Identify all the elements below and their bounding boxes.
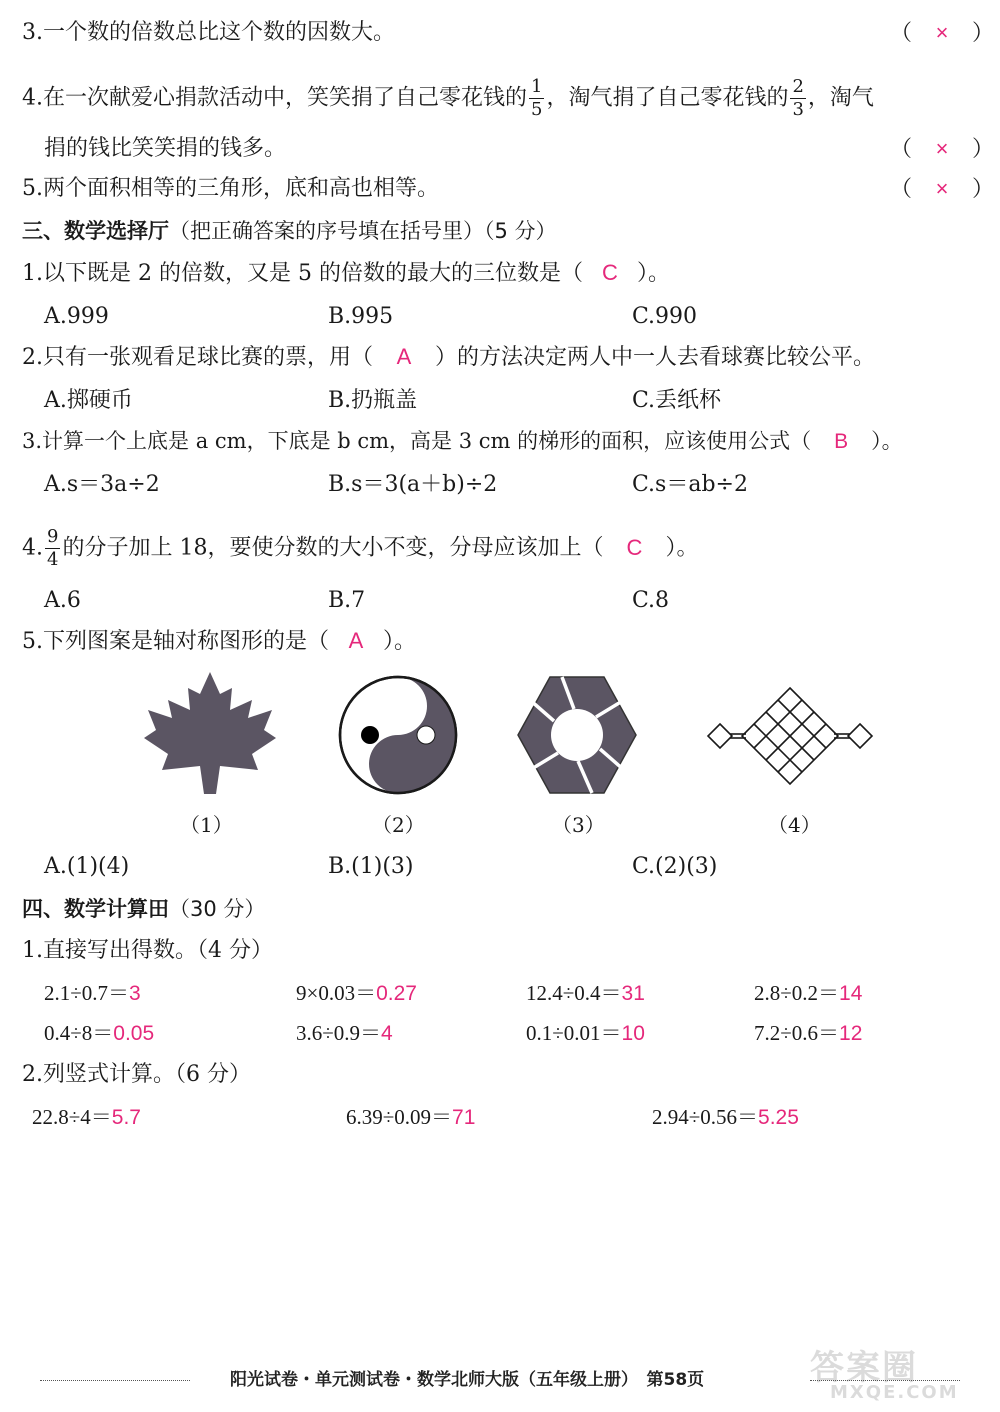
choice-q3-answer: B [834, 430, 849, 453]
hexagon-aperture-figure [512, 673, 642, 797]
figure-caption-3: （3） [552, 813, 605, 837]
calc-item [526, 1018, 645, 1049]
choice-q3-option-a: A.s＝3a÷2 [44, 472, 160, 497]
judge-q4-text-b: ，淘气捐了自己零花钱的 [546, 85, 789, 111]
choice-q2-option-c: C.丢纸杯 [632, 388, 722, 413]
choice-q2-option-b: B.扔瓶盖 [328, 388, 418, 413]
choice-q2-text-a: 2.只有一张观看足球比赛的票，用（ [22, 345, 373, 370]
calc-answer: 31 [621, 982, 645, 1005]
judge-q3-paren [890, 18, 994, 49]
yin-yang-figure [336, 673, 460, 797]
section4-title: 四、数学计算田 [22, 897, 169, 921]
calc-item [754, 978, 862, 1009]
calc-item [754, 1018, 862, 1049]
calc-expr: 2.94÷0.56＝ [652, 1105, 759, 1129]
choice-q4 [22, 526, 698, 571]
frac-den: 5 [531, 99, 543, 120]
choice-q5-answer: A [348, 628, 364, 653]
calc-item [526, 978, 645, 1009]
aperture-center [551, 709, 603, 761]
yin-yang-black-dot [361, 726, 379, 744]
judge-q3-text: 3.一个数的倍数总比这个数的因数大。 [22, 20, 395, 45]
frac-den: 4 [47, 549, 59, 570]
calc-expr: 12.4÷0.4＝ [526, 981, 622, 1005]
frac-num: 9 [47, 526, 59, 547]
fraction-one-fifth [529, 76, 544, 121]
calc-answer: 5.7 [111, 1106, 141, 1129]
judge-q5-answer: × [935, 176, 949, 201]
calc-expr: 2.1÷0.7＝ [44, 981, 130, 1005]
choice-q2-option-a: A.掷硬币 [44, 388, 133, 413]
calc-expr: 0.1÷0.01＝ [526, 1021, 622, 1045]
choice-q2-answer: A [396, 344, 412, 369]
frac-den: 3 [792, 99, 804, 120]
choice-q1-option-c: C.990 [632, 304, 698, 329]
choice-q4-text-b: ）。 [665, 535, 699, 561]
calc-expr: 6.39÷0.09＝ [346, 1105, 453, 1129]
frac-num: 2 [792, 76, 804, 97]
frac-num: 1 [531, 76, 543, 97]
calc-expr: 2.8÷0.2＝ [754, 981, 840, 1005]
paren-close: ） [972, 177, 995, 202]
section4-subtitle: （30 分） [169, 897, 266, 921]
section3-heading [22, 216, 557, 246]
paren-close: ） [972, 137, 995, 162]
calc-item [296, 978, 417, 1009]
calc-item [296, 1018, 393, 1049]
choice-q4-option-c: C.8 [632, 588, 670, 613]
judge-q3-answer: × [935, 20, 949, 45]
calc-item [44, 978, 141, 1009]
calc-q2-title: 2.列竖式计算。（6 分） [22, 1062, 251, 1087]
choice-q5-text-b: ）。 [383, 629, 417, 654]
knot-pattern-shape [708, 688, 872, 784]
calc-expr: 22.8÷4＝ [32, 1105, 112, 1129]
choice-q3-text-b: ）。 [871, 429, 903, 453]
figure-caption-1: （1） [180, 813, 233, 837]
choice-q1 [22, 258, 670, 289]
judge-q4-answer: × [935, 136, 949, 161]
choice-q1-text-a: 1.以下既是 2 的倍数，又是 5 的倍数的最大的三位数是（ [22, 261, 583, 286]
figure-caption-2: （2） [372, 813, 425, 837]
maple-leaf-figure [140, 668, 280, 798]
choice-q1-text-b: ）。 [636, 261, 670, 286]
choice-q4-prefix: 4. [22, 535, 43, 561]
paren-open: （ [890, 177, 913, 202]
choice-q4-answer: C [626, 534, 643, 560]
calc-vertical-item [346, 1102, 475, 1133]
footer-dots-left [40, 1380, 190, 1381]
calc-answer: 10 [621, 1022, 645, 1045]
judge-q4-line2: 捐的钱比笑笑捐的钱多。 [44, 136, 287, 161]
choice-q1-option-b: B.995 [328, 304, 394, 329]
choice-q1-option-a: A.999 [44, 304, 109, 329]
choice-q5-option-c: C.(2)(3) [632, 854, 718, 879]
choice-q3-option-b: B.s＝3(a＋b)÷2 [328, 472, 498, 497]
choice-q4-option-a: A.6 [44, 588, 81, 613]
choice-q1-answer: C [602, 260, 618, 285]
choice-q2-text-b: ）的方法决定两人中一人去看球赛比较公平。 [435, 345, 876, 370]
choice-q5 [22, 626, 416, 657]
choice-q2 [22, 342, 875, 373]
calc-answer: 0.27 [376, 982, 417, 1005]
paren-open: （ [890, 21, 913, 46]
section3-title: 三、数学选择厅 [22, 219, 169, 243]
judge-q5-text: 5.两个面积相等的三角形，底和高也相等。 [22, 176, 439, 201]
paren-close: ） [972, 21, 995, 46]
calc-expr: 3.6÷0.9＝ [296, 1021, 382, 1045]
judge-q5-paren [890, 174, 994, 205]
calc-answer: 4 [381, 1022, 393, 1045]
section4-heading [22, 894, 265, 924]
judge-q4-line1 [22, 76, 874, 121]
judge-q4-text-a: 4.在一次献爱心捐款活动中，笑笑捐了自己零花钱的 [22, 85, 527, 111]
calc-expr: 9×0.03＝ [296, 981, 377, 1005]
judge-q4-text-c: ，淘气 [807, 85, 874, 111]
choice-q3 [22, 426, 903, 457]
choice-q5-text-a: 5.下列图案是轴对称图形的是（ [22, 629, 329, 654]
calc-expr: 0.4÷8＝ [44, 1021, 114, 1045]
choice-q3-option-c: C.s＝ab÷2 [632, 472, 748, 497]
calc-answer: 71 [452, 1106, 476, 1129]
calc-answer: 0.05 [113, 1022, 155, 1045]
calc-item [44, 1018, 154, 1049]
choice-q5-option-b: B.(1)(3) [328, 854, 414, 879]
fraction-two-thirds [790, 76, 805, 121]
page-footer [40, 1365, 960, 1395]
choice-q3-text-a: 3.计算一个上底是 a cm，下底是 b cm，高是 3 cm 的梯形的面积，应该使用公式（ [22, 429, 812, 453]
calc-vertical-item [652, 1102, 799, 1133]
maple-leaf-shape [144, 672, 276, 794]
calc-q1-title: 1.直接写出得数。（4 分） [22, 938, 273, 963]
watermark-text: 答案圈 [810, 1348, 918, 1388]
figure-caption-4: （4） [768, 813, 821, 837]
calc-answer: 12 [839, 1022, 863, 1045]
calc-answer: 5.25 [758, 1106, 799, 1129]
paren-open: （ [890, 137, 913, 162]
section3-subtitle: （把正确答案的序号填在括号里）（5 分） [169, 219, 557, 243]
calc-answer: 3 [129, 982, 141, 1005]
choice-q4-text-a: 的分子加上 18，要使分数的大小不变，分母应该加上（ [62, 535, 604, 561]
calc-vertical-item [32, 1102, 141, 1133]
calc-expr: 7.2÷0.6＝ [754, 1021, 840, 1045]
calc-answer: 14 [839, 982, 863, 1005]
fraction-nine-fourths [45, 526, 60, 571]
choice-q5-option-a: A.(1)(4) [44, 854, 130, 879]
watermark-url: MXQE.COM [830, 1382, 959, 1403]
footer-dots-right [810, 1380, 960, 1381]
knot-pattern-figure [700, 684, 880, 788]
footer-text: 阳光试卷・单元测试卷・数学北师大版（五年级上册） 第58页 [230, 1370, 705, 1390]
choice-q4-option-b: B.7 [328, 588, 366, 613]
judge-q4-paren [890, 134, 994, 165]
yin-yang-white-dot [417, 726, 435, 744]
